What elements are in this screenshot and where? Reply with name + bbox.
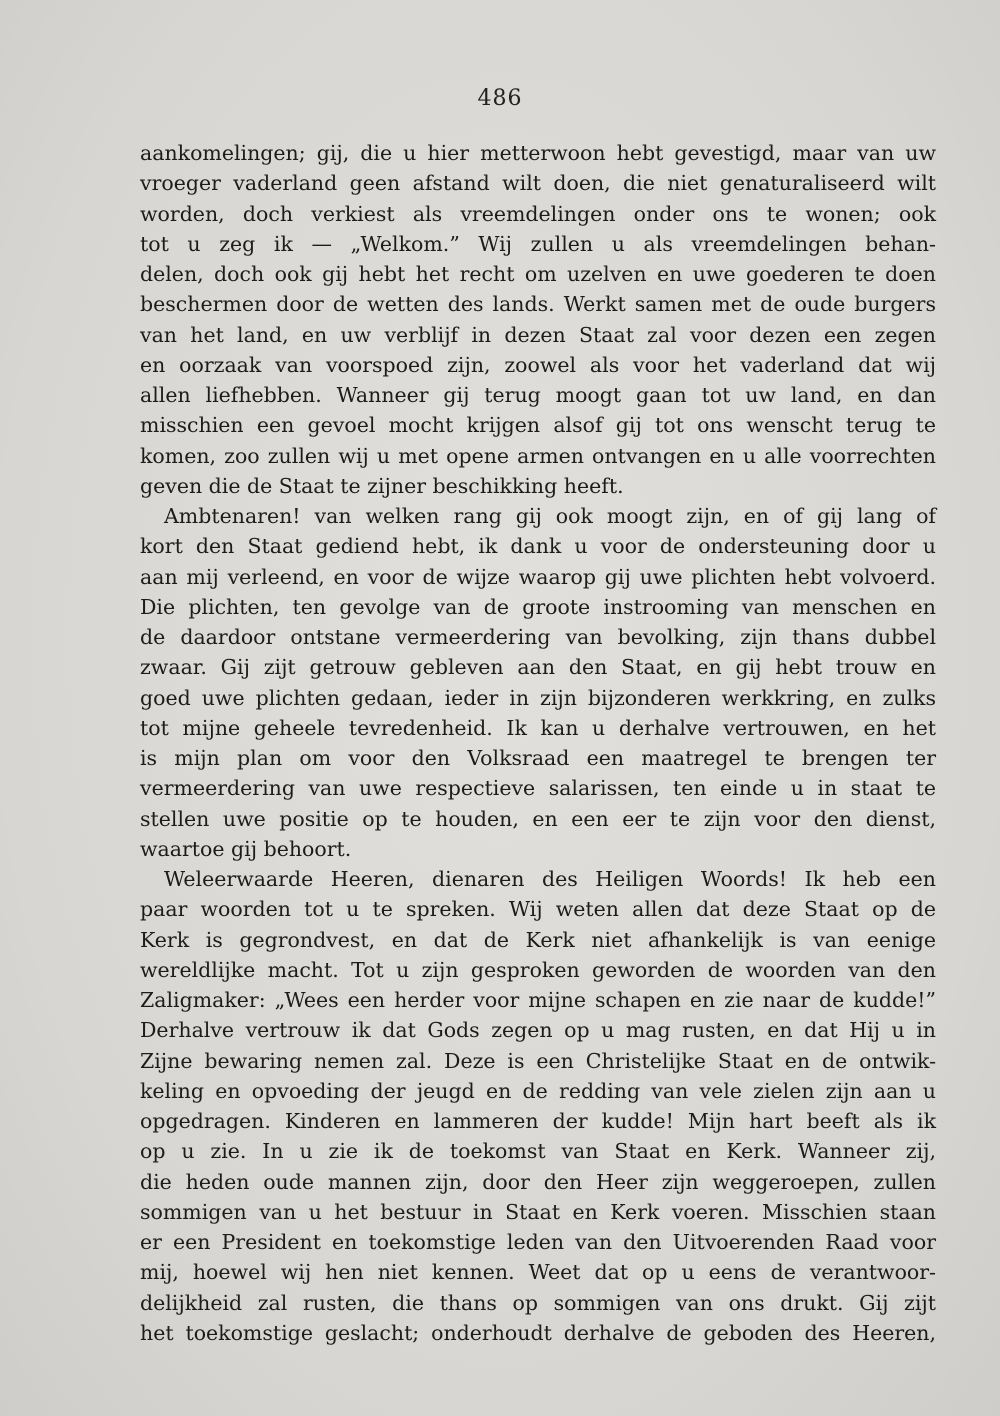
text-line: tot u zeg ik — „Welkom.” Wij zullen u als vreemdelingen behan- xyxy=(140,231,936,256)
text-line: delijkheid zal rusten, die thans op sommigen van ons drukt. Gij zijt xyxy=(140,1290,936,1315)
text-line: op u zie. In u zie ik de toekomst van Staat en Kerk. Wanneer zij, xyxy=(140,1139,936,1164)
text-line: Zijne bewaring nemen zal. Deze is een Christelijke Staat en de ontwik- xyxy=(140,1048,936,1073)
text-line: tot mijne geheele tevredenheid. Ik kan u derhalve vertrouwen, en het xyxy=(140,715,936,740)
text-line: waartoe gij behoort. xyxy=(140,836,352,861)
text-line: delen, doch ook gij hebt het recht om uzelven en uwe goederen te doen xyxy=(140,262,936,286)
text-line: Ambtenaren! van welken rang gij ook moogt zijn, en of gij lang of xyxy=(164,504,936,528)
text-line: opgedragen. Kinderen en lammeren der kudde! Mijn hart beeft als ik xyxy=(140,1109,936,1133)
text-line: het toekomstige geslacht; onderhoudt derhalve de geboden des Heeren, xyxy=(140,1320,936,1345)
text-line: van het land, en uw verblijf in dezen Staat zal voor dezen een zegen xyxy=(140,322,936,347)
text-line: aan mij verleend, en voor de wijze waarop gij uwe plichten hebt volvoerd. xyxy=(140,564,936,589)
text-line: komen, zoo zullen wij u met opene armen ontvangen en u alle voorrechten xyxy=(140,443,936,468)
body-text xyxy=(140,138,936,1348)
text-line: aankomelingen; gij, die u hier metterwoon hebt gevestigd, maar van uw xyxy=(140,141,936,165)
text-line: mij, hoewel wij hen niet kennen. Weet dat op u eens de verantwoor- xyxy=(140,1260,936,1285)
page-number: 486 xyxy=(477,86,523,111)
text-line: misschien een gevoel mocht krijgen alsof gij tot ons wenscht terug te xyxy=(140,413,936,438)
text-line: en oorzaak van voorspoed zijn, zoowel als voor het vaderland dat wij xyxy=(140,352,936,377)
text-line: allen liefhebben. Wanneer gij terug moogt gaan tot uw land, en dan xyxy=(140,383,936,407)
text-line: vermeerdering van uwe respectieve salarissen, ten einde u in staat te xyxy=(140,776,936,801)
text-line: zwaar. Gij zijt getrouw gebleven aan den Staat, en gij hebt trouw en xyxy=(140,655,936,680)
text-line: die heden oude mannen zijn, door den Heer zijn weggeroepen, zullen xyxy=(140,1169,936,1194)
text-line: vroeger vaderland geen afstand wilt doen, die niet genaturaliseerd wilt xyxy=(140,171,936,196)
text-line: Kerk is gegrondvest, en dat de Kerk niet afhankelijk is van eenige xyxy=(140,927,936,952)
text-line: Zaligmaker: „Wees een herder voor mijne schapen en zie naar de kudde!” xyxy=(140,988,936,1012)
text-line: goed uwe plichten gedaan, ieder in zijn bijzonderen werkkring, en zulks xyxy=(140,685,936,710)
text-line: wereldlijke macht. Tot u zijn gesproken geworden de woorden van den xyxy=(140,957,936,982)
text-line: is mijn plan om voor den Volksraad een maatregel te brengen ter xyxy=(140,746,936,770)
text-line: de daardoor ontstane vermeerdering van bevolking, zijn thans dubbel xyxy=(140,625,936,649)
text-line: beschermen door de wetten des lands. Werkt samen met de oude burgers xyxy=(140,292,936,317)
text-line: kort den Staat gediend hebt, ik dank u voor de ondersteuning door u xyxy=(140,534,936,559)
text-line: worden, doch verkiest als vreemdelingen onder ons te wonen; ook xyxy=(140,201,936,226)
text-line: Die plichten, ten gevolge van de groote instrooming van menschen en xyxy=(140,594,936,619)
text-line: keling en opvoeding der jeugd en de redding van vele zielen zijn aan u xyxy=(140,1078,936,1103)
text-line: stellen uwe positie op te houden, en een eer te zijn voor den dienst, xyxy=(140,806,936,831)
text-line: er een President en toekomstige leden van den Uitvoerenden Raad voor xyxy=(140,1230,936,1254)
text-line: geven die de Staat te zijner beschikking heeft. xyxy=(140,473,624,498)
text-line: sommigen van u het bestuur in Staat en Kerk voeren. Misschien staan xyxy=(140,1199,936,1224)
text-line: paar woorden tot u te spreken. Wij weten allen dat deze Staat op de xyxy=(140,897,936,922)
text-line: Weleerwaarde Heeren, dienaren des Heiligen Woords! Ik heb een xyxy=(164,867,936,891)
text-line: Derhalve vertrouw ik dat Gods zegen op u mag rusten, en dat Hij u in xyxy=(140,1018,936,1043)
